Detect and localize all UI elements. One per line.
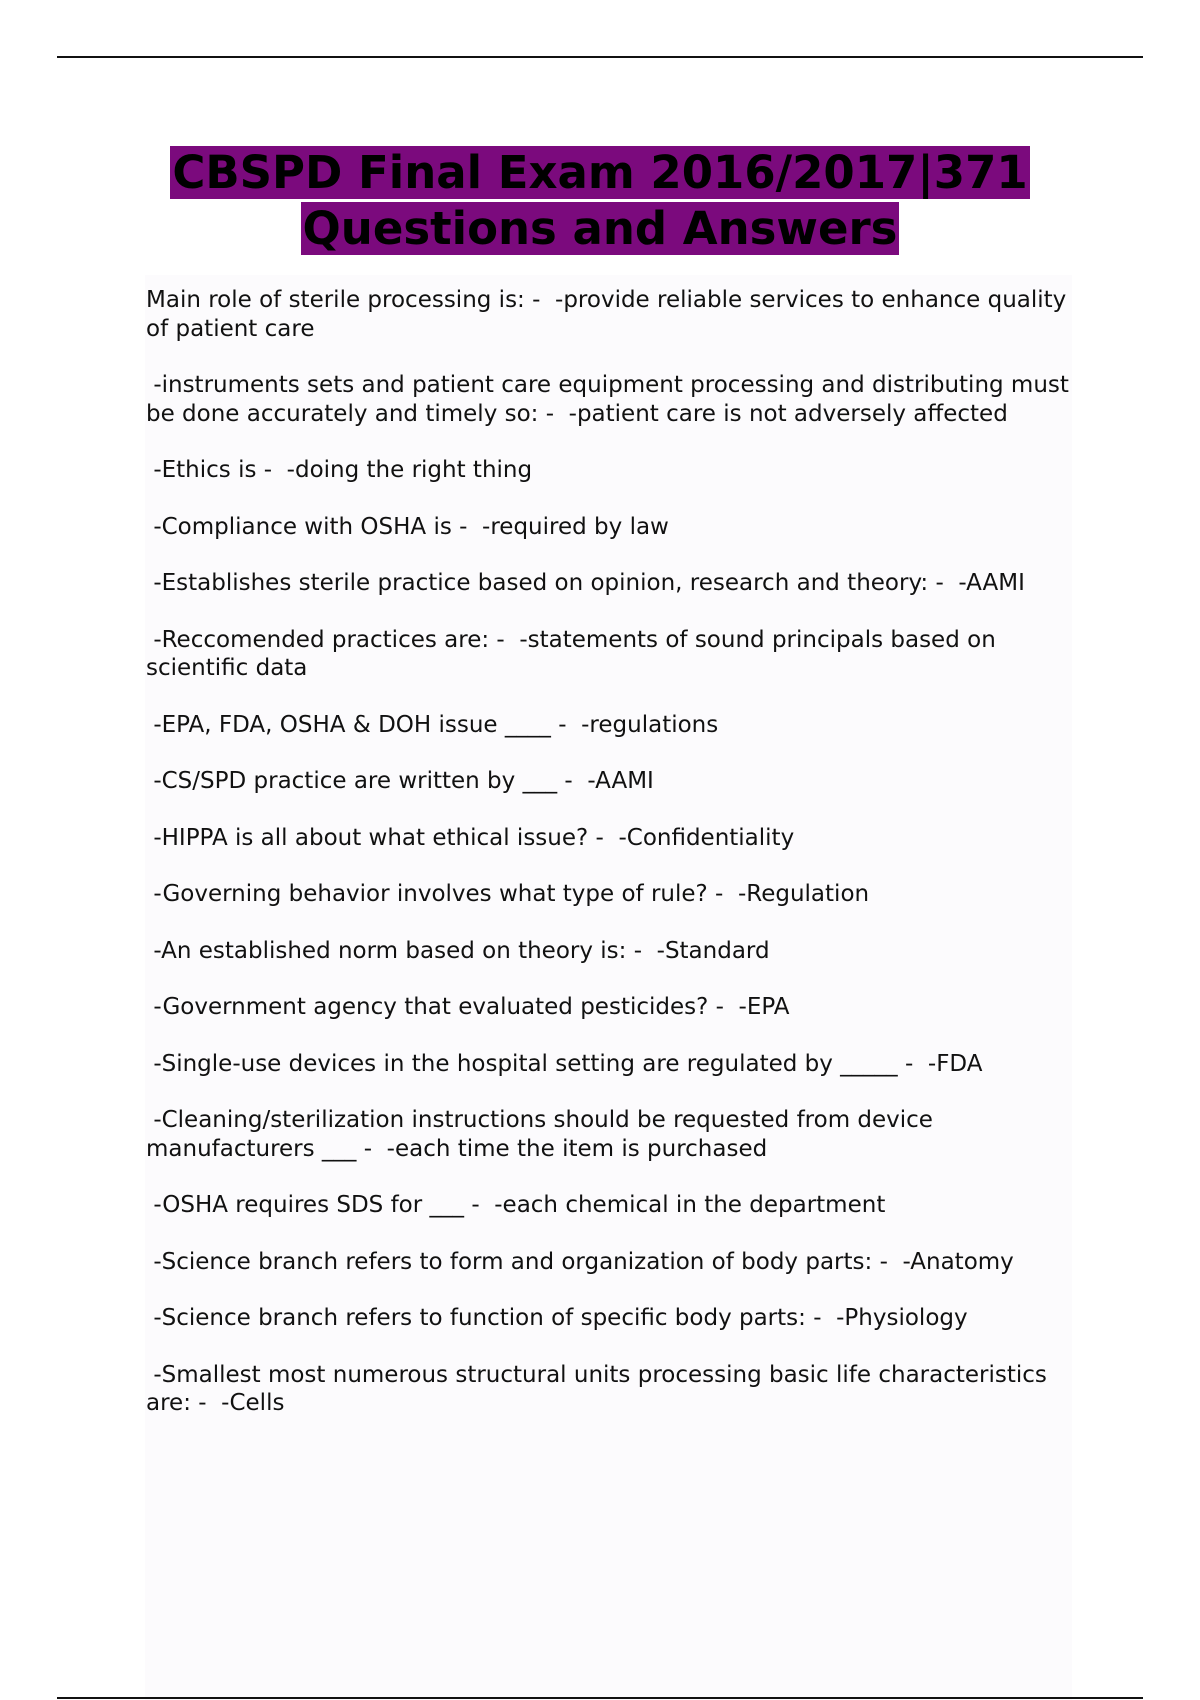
qa-item: -Reccomended practices are: - -statements of sound principals based on scientific data bbox=[146, 626, 1004, 681]
qa-item: -Establishes sterile practice based on opinion, research and theory: - -AAMI bbox=[146, 570, 1025, 596]
bottom-rule bbox=[57, 1697, 1143, 1699]
qa-list bbox=[146, 286, 1081, 1446]
qa-item: -Smallest most numerous structural units processing basic life characteristics are: - -Cells bbox=[146, 1361, 1055, 1416]
qa-item: -CS/SPD practice are written by ___ - -AAMI bbox=[146, 768, 654, 794]
qa-item: -OSHA requires SDS for ___ - -each chemical in the department bbox=[146, 1192, 886, 1218]
qa-item: -Single-use devices in the hospital setting are regulated by _____ - -FDA bbox=[146, 1050, 983, 1077]
qa-item: -Compliance with OSHA is - -required by law bbox=[146, 513, 669, 540]
qa-item: -EPA, FDA, OSHA & DOH issue ____ - -regulations bbox=[146, 711, 719, 738]
title-line-2: Questions and Answers bbox=[302, 202, 898, 255]
qa-item: Main role of sterile processing is: - -provide reliable services to enhance quality of patient care bbox=[146, 287, 1074, 342]
qa-item: -instruments sets and patient care equipment processing and distributing must be done accurately and timely so: - -patient care is not adversely affected bbox=[146, 372, 1077, 427]
title-line-1: CBSPD Final Exam 2016/2017|371 bbox=[172, 146, 1028, 199]
qa-item: -Ethics is - -doing the right thing bbox=[146, 457, 533, 483]
qa-item: -Science branch refers to form and organization of body parts: - -Anatomy bbox=[146, 1248, 1014, 1275]
qa-item: -HIPPA is all about what ethical issue? - -Confidentiality bbox=[146, 824, 795, 851]
document-title bbox=[0, 145, 1200, 257]
qa-item: -An established norm based on theory is: - -Standard bbox=[146, 937, 770, 964]
qa-item: -Governing behavior involves what type of rule? - -Regulation bbox=[146, 881, 870, 907]
top-rule bbox=[57, 56, 1143, 58]
qa-item: -Government agency that evaluated pesticides? - -EPA bbox=[146, 994, 790, 1020]
qa-item: -Cleaning/sterilization instructions should be requested from device manufacturers ___ - -each time the item is purchased bbox=[146, 1107, 941, 1162]
qa-item: -Science branch refers to function of specific body parts: - -Physiology bbox=[146, 1305, 968, 1331]
